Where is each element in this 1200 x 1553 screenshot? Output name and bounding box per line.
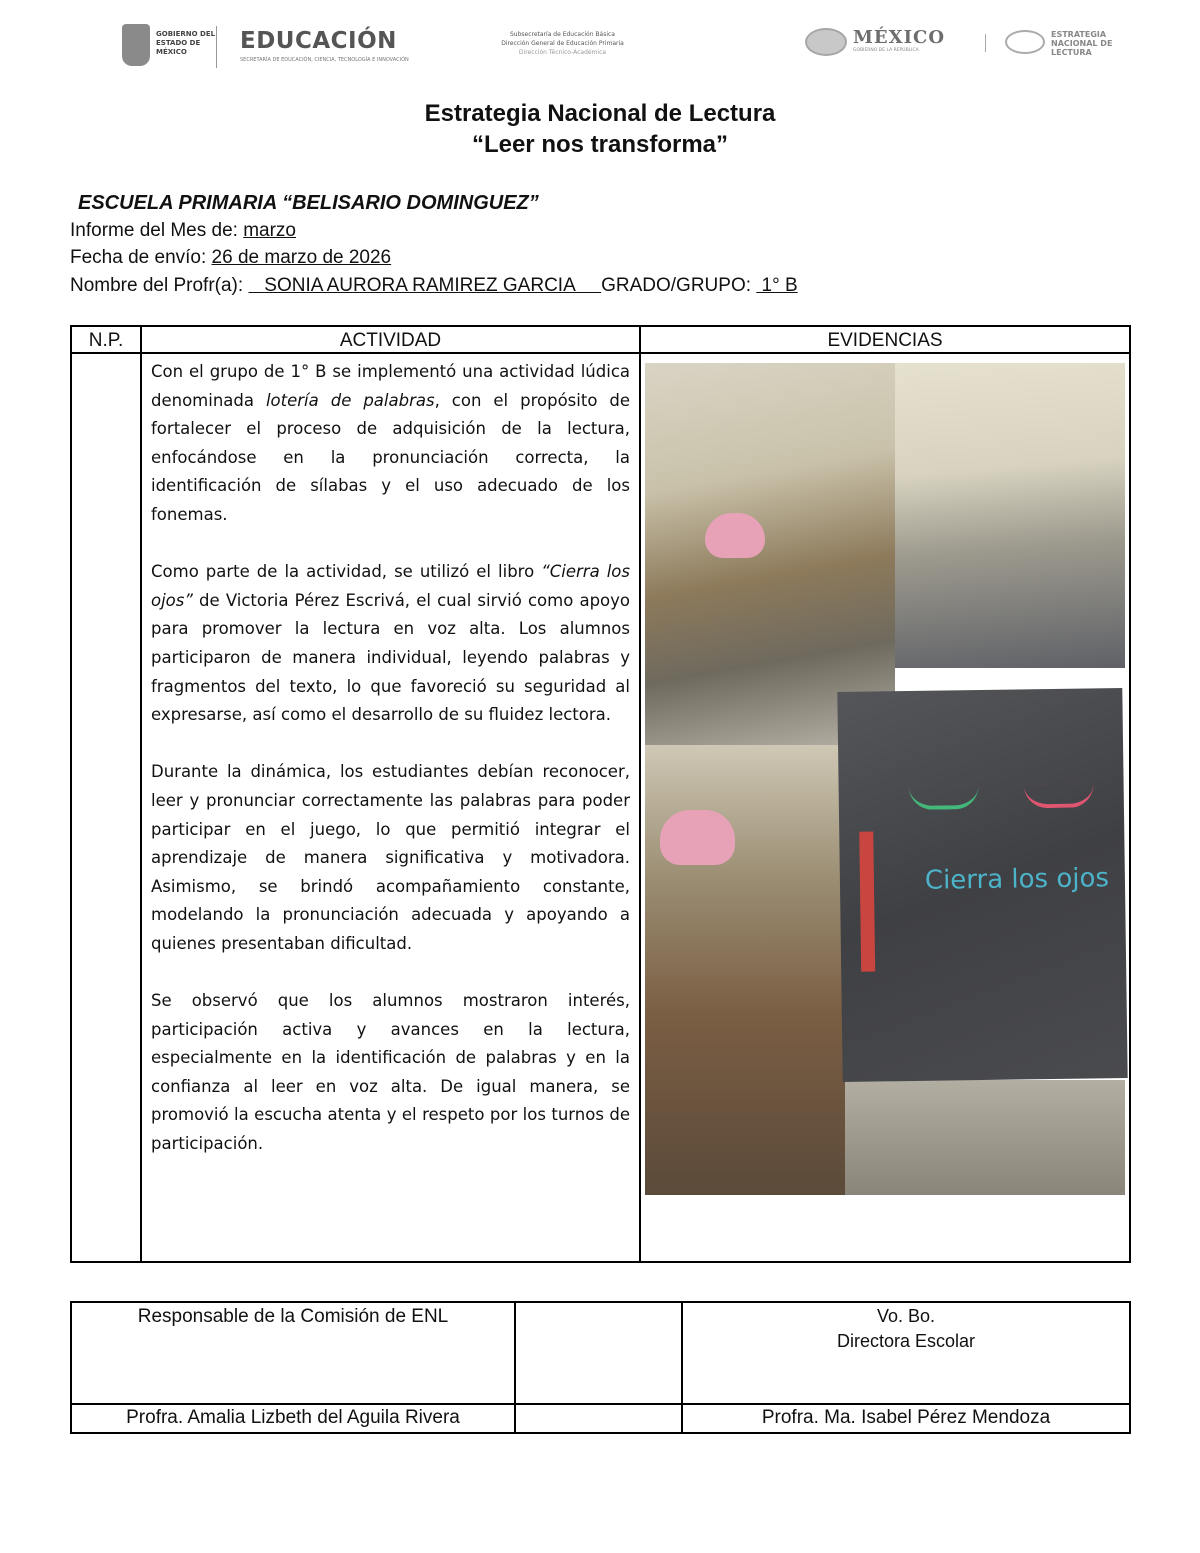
sig-border-top — [70, 1301, 1131, 1303]
teacher-and-grade: Nombre del Profr(a): SONIA AURORA RAMIREZ GARCIA GRADO/GRUPO: 1° B — [70, 275, 798, 296]
send-date: Fecha de envío: 26 de marzo de 2026 — [70, 247, 392, 268]
closed-eye-shape — [1024, 783, 1094, 808]
school-name: ESCUELA PRIMARIA “BELISARIO DOMINGUEZ” — [78, 192, 539, 214]
activity-paragraph: Con el grupo de 1° B se implementó una actividad lúdica denominada lotería de palabras, con el propósito de fortalecer el proceso de adquisición de la lectura, enfocándose en la pronunciación correcta, la identificación de sílabas y el uso adecuado de los fonemas. — [151, 362, 631, 524]
logo-divider — [985, 34, 986, 52]
hair-bow-shape — [660, 810, 735, 865]
table-border-right — [1129, 325, 1131, 1263]
hair-bow-shape — [705, 513, 765, 558]
book-cover-photo — [837, 688, 1127, 1082]
sig-column-divider — [514, 1301, 516, 1434]
activity-paragraph: Como parte de la actividad, se utilizó el libro “Cierra los ojos” de Victoria Pérez Escrivá, el cual sirvió como apoyo para promover la lectura en voz alta. Los alumnos participaron de manera individual, leyendo palabras y fragmentos del texto, lo que favoreció su seguridad al expresarse, así como el desarrollo de su fluidez lectora. — [151, 562, 630, 725]
edomex-education-logo — [122, 24, 422, 70]
education-title: EDUCACIÓN — [240, 28, 397, 54]
classroom-photo — [645, 363, 895, 748]
commission-responsible-label: Responsable de la Comisión de ENL — [137, 1306, 449, 1327]
mexico-government-logo: MÉXICO GOBIERNO DE LA REPÚBLICA — [805, 28, 975, 58]
sig-row-divider — [70, 1403, 1131, 1405]
table-header-divider — [70, 352, 1131, 354]
commission-responsible-name: Profra. Amalia Lizbeth del Aguila Rivera — [126, 1407, 460, 1428]
student-reading-photo — [895, 363, 1125, 668]
activity-paragraph: Durante la dinámica, los estudiantes debían reconocer, leer y pronunciar correctamente las palabras para poder participar en el juego, lo que permitió integrar el aprendizaje de manera significativa y motivadora. Asimismo, se brindó acompañamiento constante, modelando la pronunciación adecuada y apoyando a quienes presentaban dificultad. — [151, 762, 630, 953]
table-border-top — [70, 325, 1131, 327]
logo-divider — [216, 26, 217, 68]
send-date-value: 26 de marzo de 2026 — [211, 247, 392, 268]
document-title: Estrategia Nacional de Lectura — [424, 100, 776, 127]
book-cover-title: Cierra los ojos — [924, 863, 1110, 896]
state-government-label: GOBIERNO DEL ESTADO DE MÉXICO — [156, 30, 216, 56]
document-subtitle: “Leer nos transforma” — [471, 131, 729, 158]
closed-eye-shape — [909, 785, 979, 810]
grade-group-value: 1° B — [756, 275, 798, 296]
table-surface-photo — [845, 1080, 1125, 1195]
teacher-name-value: SONIA AURORA RAMIREZ GARCIA — [248, 275, 602, 296]
student-with-book-photo — [645, 745, 845, 1195]
book-spine-shape — [859, 832, 875, 972]
activity-description — [151, 358, 630, 1187]
table-border-bottom — [70, 1261, 1131, 1263]
document-title-block — [0, 98, 1200, 160]
enl-logo: ESTRATEGIA NACIONAL DE LECTURA — [1005, 28, 1155, 58]
report-month-value: marzo — [243, 220, 296, 241]
activity-paragraph: Se observó que los alumnos mostraron interés, participación activa y avances en la lectura, especialmente en la identificación de palabras y en la confianza al leer en voz alta. De igual manera, se promovió la escucha atenta y el respeto por los turnos de participación. — [151, 991, 630, 1154]
mexico-seal-icon — [805, 28, 847, 56]
table-column-divider — [140, 325, 142, 1263]
principal-name: Profra. Ma. Isabel Pérez Mendoza — [761, 1407, 1051, 1428]
sig-border-bottom — [70, 1432, 1131, 1434]
header-activity: ACTIVIDAD — [339, 330, 442, 351]
state-seal-icon — [122, 24, 150, 66]
approval-label: Vo. Bo. — [876, 1306, 936, 1326]
sig-border-right — [1129, 1301, 1131, 1434]
header-np: N.P. — [88, 330, 124, 351]
header-evidence: EVIDENCIAS — [827, 330, 943, 351]
report-month: Informe del Mes de: marzo — [70, 220, 296, 241]
enl-mark-icon — [1005, 30, 1045, 54]
table-border-left — [70, 325, 72, 1263]
principal-role-label: Directora Escolar — [836, 1331, 976, 1351]
subsecretaria-label: Subsecretaría de Educación Básica Dirección General de Educación Primaria Dirección Técnico-Académica — [501, 31, 624, 56]
table-column-divider — [639, 325, 641, 1263]
education-subtitle: SECRETARÍA DE EDUCACIÓN, CIENCIA, TECNOLOGÍA E INNOVACIÓN — [240, 57, 409, 63]
